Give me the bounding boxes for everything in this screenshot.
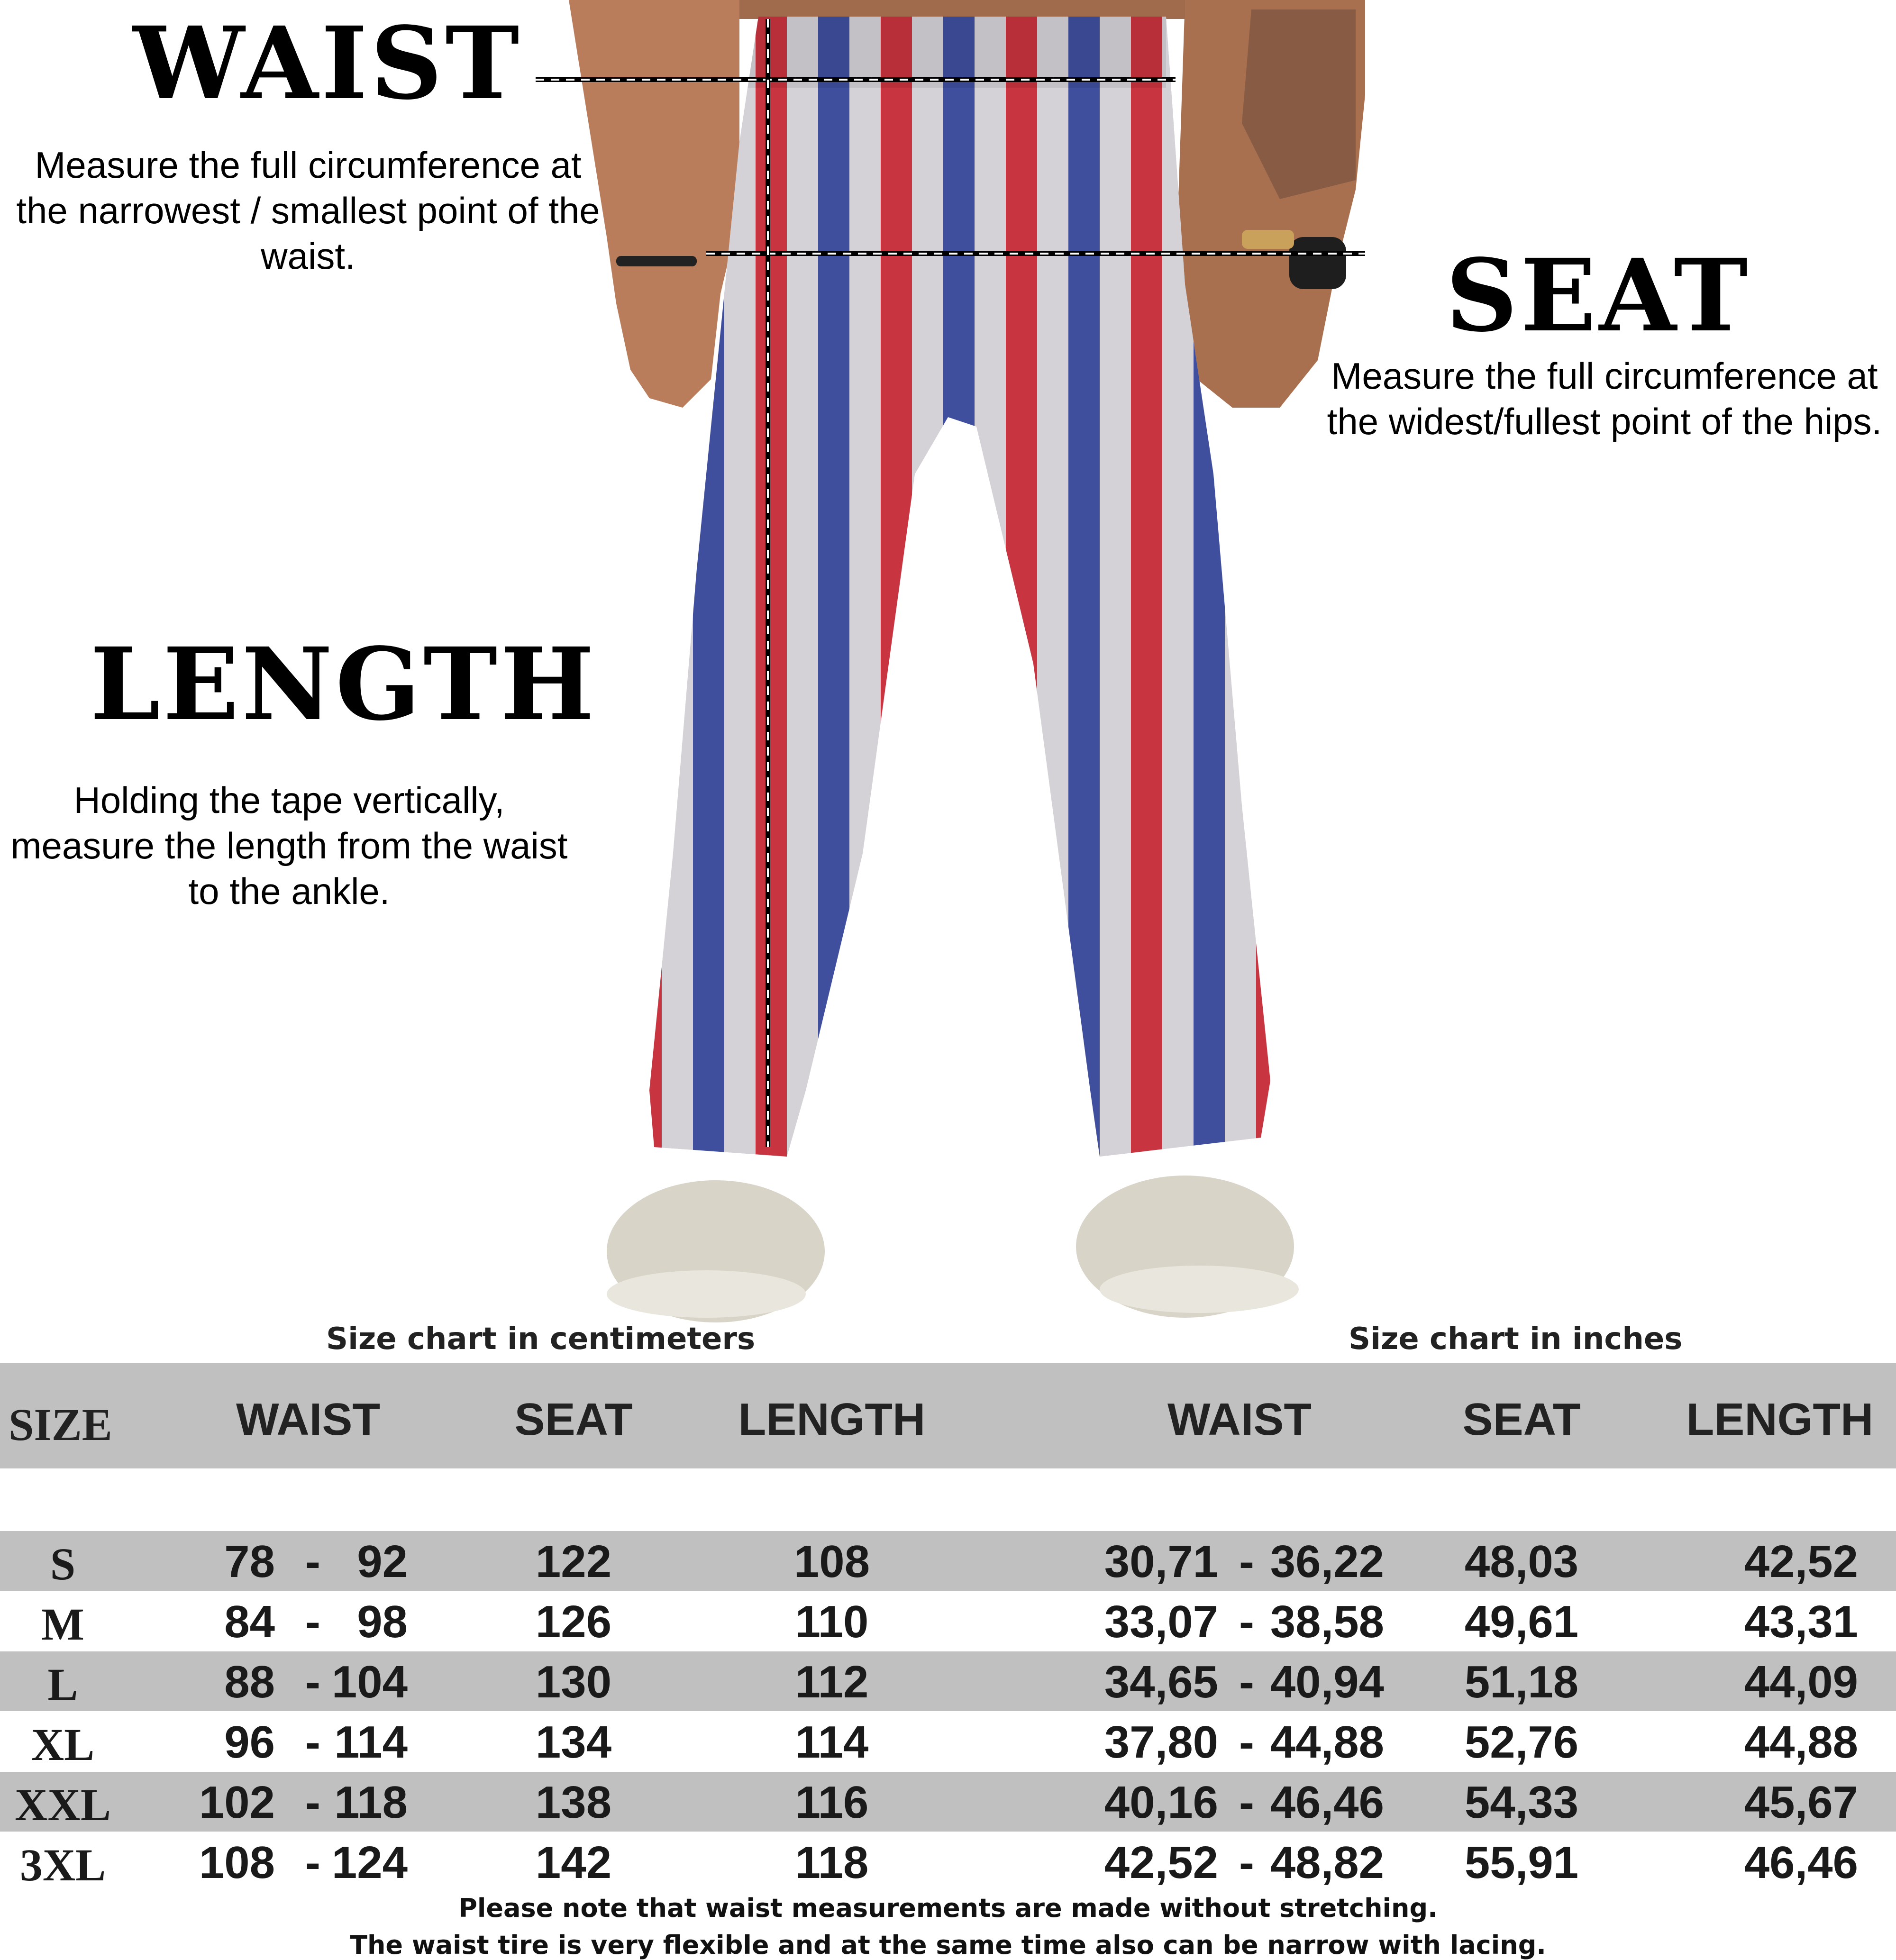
header-cm-length: LENGTH — [738, 1394, 926, 1445]
table-row — [0, 1712, 1896, 1772]
cm-waist-min: 102 — [199, 1777, 275, 1828]
in-dash: - — [1239, 1657, 1254, 1707]
cm-waist-max: 114 — [334, 1717, 408, 1768]
header-cm-waist: WAIST — [236, 1394, 380, 1445]
in-dash: - — [1239, 1717, 1254, 1768]
cm-waist-min: 96 — [224, 1717, 275, 1768]
in-seat: 51,18 — [1464, 1657, 1579, 1707]
cm-waist-max: 92 — [357, 1536, 408, 1587]
cm-length: 116 — [795, 1777, 869, 1828]
cm-waist-min: 88 — [224, 1657, 275, 1707]
in-seat: 52,76 — [1464, 1717, 1579, 1768]
cm-length: 112 — [795, 1657, 869, 1707]
pants-stripe — [1100, 0, 1131, 1185]
cm-seat: 122 — [535, 1536, 612, 1587]
note-line-2: The waist tire is very flexible and at the same time also can be narrow with lacing. — [350, 1930, 1546, 1960]
note-line-1: Please note that waist measurements are made without stretching. — [458, 1893, 1438, 1923]
cm-waist-min: 108 — [199, 1837, 275, 1888]
cm-waist-max: 124 — [331, 1837, 408, 1888]
seat-description: Measure the full circumference at the widest/fullest point of the hips. — [1327, 355, 1882, 442]
caption-centimeters: Size chart in centimeters — [326, 1322, 756, 1357]
cm-dash: - — [305, 1837, 320, 1888]
in-length: 44,09 — [1744, 1657, 1858, 1707]
cm-dash: - — [305, 1657, 320, 1707]
pants-stripe — [849, 0, 881, 1185]
length-title: LENGTH — [90, 626, 597, 743]
in-waist-max: 36,22 — [1270, 1536, 1384, 1587]
in-waist-min: 33,07 — [1104, 1596, 1218, 1647]
pants-stripe — [1006, 0, 1037, 1185]
seat-title: SEAT — [1446, 237, 1751, 354]
row-size: S — [50, 1539, 76, 1589]
table-row — [0, 1591, 1896, 1651]
in-seat: 48,03 — [1464, 1536, 1579, 1587]
in-seat: 54,33 — [1464, 1777, 1579, 1828]
in-waist-min: 37,80 — [1104, 1717, 1218, 1768]
cm-waist-max: 118 — [334, 1777, 408, 1828]
watch-icon — [1289, 237, 1346, 289]
header-cm-seat: SEAT — [514, 1394, 633, 1445]
in-dash: - — [1239, 1536, 1254, 1587]
table-row — [0, 1531, 1896, 1591]
header-in-seat: SEAT — [1462, 1394, 1581, 1445]
waist-title: WAIST — [133, 5, 522, 122]
in-waist-min: 42,52 — [1104, 1837, 1218, 1888]
pants-stripe — [1068, 0, 1100, 1185]
in-waist-max: 44,88 — [1270, 1717, 1384, 1768]
in-length: 45,67 — [1744, 1777, 1858, 1828]
cm-seat: 134 — [535, 1717, 612, 1768]
pants-stripe — [912, 0, 943, 1185]
row-size: L — [47, 1659, 78, 1710]
waist-description: Measure the full circumference at the narrowest / smallest point of the waist. — [16, 144, 600, 277]
bracelet-icon — [616, 256, 697, 266]
in-seat: 55,91 — [1464, 1837, 1579, 1888]
row-size: M — [41, 1599, 84, 1650]
in-waist-min: 30,71 — [1104, 1536, 1218, 1587]
in-dash: - — [1239, 1837, 1254, 1888]
in-waist-min: 40,16 — [1104, 1777, 1218, 1828]
caption-inches: Size chart in inches — [1349, 1322, 1683, 1357]
cm-seat: 126 — [535, 1596, 612, 1647]
cm-length: 108 — [793, 1536, 870, 1587]
in-waist-min: 34,65 — [1104, 1657, 1218, 1707]
in-waist-max: 46,46 — [1270, 1777, 1384, 1828]
cm-seat: 138 — [535, 1777, 612, 1828]
table-row — [0, 1772, 1896, 1832]
cm-seat: 130 — [535, 1657, 612, 1707]
table-row — [0, 1832, 1896, 1892]
row-size: 3XL — [19, 1840, 106, 1890]
pants-stripe — [1037, 0, 1068, 1185]
in-length: 43,31 — [1744, 1596, 1858, 1647]
header-size: SIZE — [9, 1399, 112, 1450]
cm-length: 110 — [795, 1596, 869, 1647]
in-waist-max: 38,58 — [1270, 1596, 1384, 1647]
cm-waist-max: 98 — [357, 1596, 408, 1647]
cm-dash: - — [305, 1777, 320, 1828]
cm-waist-min: 78 — [224, 1536, 275, 1587]
pants-stripe — [943, 0, 975, 1185]
cm-seat: 142 — [535, 1837, 612, 1888]
pants-stripe — [1131, 0, 1162, 1185]
pants-stripe — [818, 0, 849, 1185]
in-length: 46,46 — [1744, 1837, 1858, 1888]
pants-stripe — [975, 0, 1006, 1185]
cm-waist-max: 104 — [331, 1657, 408, 1707]
row-size: XL — [31, 1719, 95, 1770]
pants-stripe — [756, 0, 787, 1185]
cm-length: 114 — [795, 1717, 869, 1768]
cm-dash: - — [305, 1717, 320, 1768]
row-size: XXL — [15, 1779, 111, 1830]
in-length: 42,52 — [1744, 1536, 1858, 1587]
cm-dash: - — [305, 1596, 320, 1647]
in-waist-max: 48,82 — [1270, 1837, 1384, 1888]
pants-stripe — [881, 0, 912, 1185]
in-dash: - — [1239, 1777, 1254, 1828]
header-in-waist: WAIST — [1167, 1394, 1312, 1445]
table-row — [0, 1651, 1896, 1712]
header-in-length: LENGTH — [1686, 1394, 1874, 1445]
length-description: Holding the tape vertically, measure the length from the waist to the ankle. — [10, 779, 568, 912]
in-waist-max: 40,94 — [1270, 1657, 1384, 1707]
torso — [739, 0, 1185, 19]
pants-stripe — [787, 0, 818, 1185]
cm-dash: - — [305, 1536, 320, 1587]
cm-waist-min: 84 — [224, 1596, 275, 1647]
cm-length: 118 — [795, 1837, 869, 1888]
in-seat: 49,61 — [1464, 1596, 1579, 1647]
in-length: 44,88 — [1744, 1717, 1858, 1768]
in-dash: - — [1239, 1596, 1254, 1647]
